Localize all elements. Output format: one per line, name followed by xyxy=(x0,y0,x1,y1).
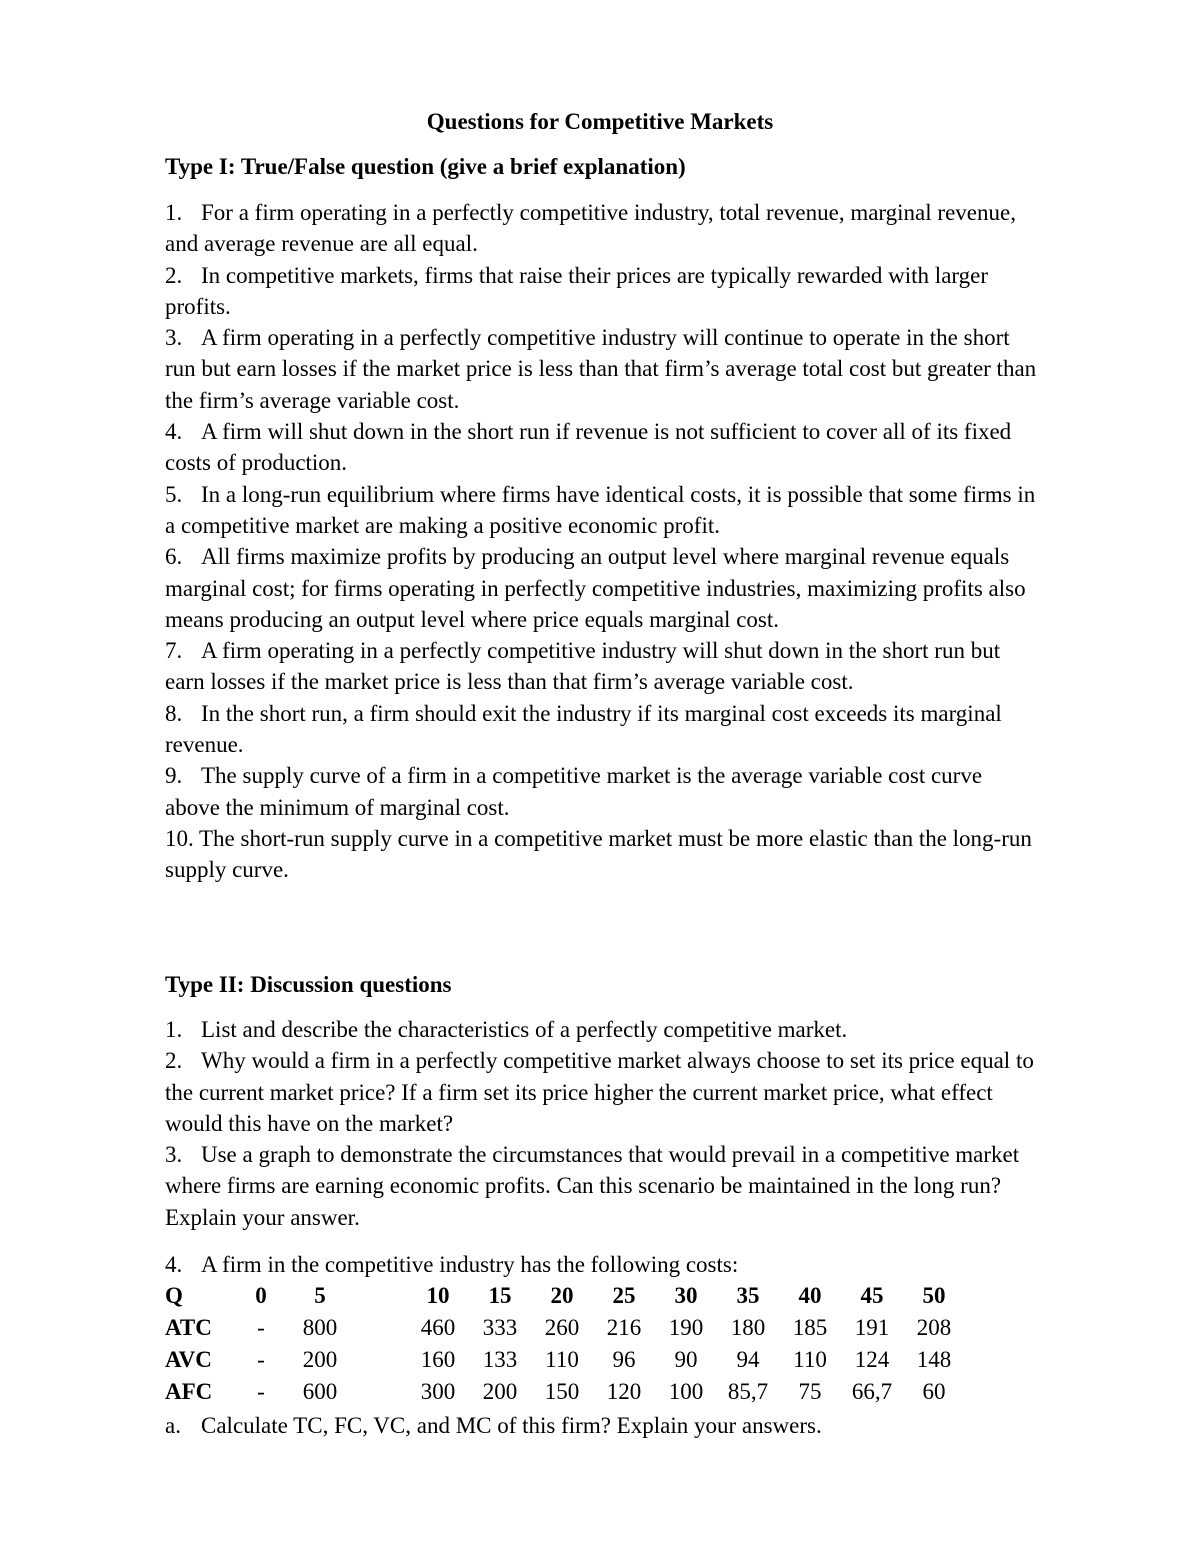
table-cell: 333 xyxy=(482,1315,518,1340)
question-number: 7. xyxy=(165,638,183,664)
question-item xyxy=(165,1045,1040,1139)
question-item xyxy=(165,635,1040,698)
discussion-question-list xyxy=(165,1014,1040,1233)
question-number: 8. xyxy=(165,700,183,726)
table-cell: 460 xyxy=(420,1315,456,1340)
question-text: In a long-run equilibrium where firms have identical costs, it is possible that some firms in a competitive market are making a positive economic profit. xyxy=(165,481,1036,538)
cost-table xyxy=(165,1280,965,1408)
question-number: 4. xyxy=(165,419,183,445)
table-cell: 190 xyxy=(668,1315,704,1340)
table-cell: - xyxy=(257,1347,265,1372)
question-item xyxy=(165,479,1040,542)
question-item xyxy=(165,823,1040,886)
question-text: Use a graph to demonstrate the circumstances that would prevail in a competitive market where firms are earning economic profits. Can this scenario be maintained in the long run? Explain your answer. xyxy=(165,1142,1020,1230)
question-text: A firm will shut down in the short run if revenue is not sufficient to cover all of its fixed costs of production. xyxy=(165,419,1012,476)
question-number: 5. xyxy=(165,481,183,507)
table-cell: 191 xyxy=(854,1315,890,1340)
table-header-cell: 35 xyxy=(736,1283,760,1308)
table-header-cell: 25 xyxy=(612,1283,636,1308)
question-text: In the short run, a firm should exit the industry if its marginal cost exceeds its marginal revenue. xyxy=(165,700,1002,758)
question-text: For a firm operating in a perfectly competitive industry, total revenue, marginal revenue, and average revenue are all equal. xyxy=(165,200,1016,257)
table-header-cell: 45 xyxy=(860,1283,884,1308)
question-number: 3. xyxy=(165,325,183,351)
table-cell: 185 xyxy=(792,1315,828,1340)
question-text: A firm operating in a perfectly competitive industry will continue to operate in the short run but earn losses if the market price is less than that firm’s average total cost but greater than the firm’s average variable cost. xyxy=(165,325,1037,413)
question-number: 9. xyxy=(165,763,183,789)
table-header-cell: 5 xyxy=(314,1283,326,1308)
true-false-question-list xyxy=(165,197,1040,886)
question-text: The short-run supply curve in a competitive market must be more elastic than the long-run supply curve. xyxy=(165,825,1032,883)
table-row xyxy=(165,1376,965,1408)
table-row-label: AVC xyxy=(165,1347,212,1372)
question-text: In competitive markets, firms that raise their prices are typically rewarded with larger profits. xyxy=(165,262,989,319)
question-text: A firm in the competitive industry has the following costs: xyxy=(201,1252,739,1277)
table-row-label: ATC xyxy=(165,1315,212,1340)
table-row xyxy=(165,1312,965,1344)
question-text: List and describe the characteristics of a perfectly competitive market. xyxy=(201,1017,848,1042)
question-text: All firms maximize profits by producing an output level where marginal revenue equals marginal cost; for firms operating in perfectly competitive industries, maximizing profits also means producing an output level where price equals marginal cost. xyxy=(165,544,1026,632)
table-header-cell: 15 xyxy=(488,1283,512,1308)
table-cell: 90 xyxy=(674,1347,698,1372)
table-header-cell: 0 xyxy=(255,1283,267,1308)
question-number: 6. xyxy=(165,544,183,570)
table-cell: - xyxy=(257,1379,265,1404)
table-header-cell: 30 xyxy=(674,1283,698,1308)
question-item xyxy=(165,1014,1040,1045)
table-cell: 124 xyxy=(854,1347,890,1372)
table-cell: 260 xyxy=(544,1315,580,1340)
table-cell: 133 xyxy=(482,1347,518,1372)
question-item xyxy=(165,1139,1040,1233)
question-text: The supply curve of a firm in a competitive market is the average variable cost curve above the minimum of marginal cost. xyxy=(165,763,983,820)
table-spacer-cell xyxy=(353,1312,407,1344)
table-cell: 120 xyxy=(606,1379,642,1404)
question-item xyxy=(165,322,1040,416)
question-number: 2. xyxy=(165,1048,183,1074)
table-row xyxy=(165,1344,965,1376)
table-cell: 300 xyxy=(420,1379,456,1404)
sub-question-label: a. xyxy=(165,1413,181,1438)
question-number: 2. xyxy=(165,262,183,288)
table-cell: 200 xyxy=(482,1379,518,1404)
table-spacer-cell xyxy=(353,1280,407,1312)
table-cell: 100 xyxy=(668,1379,704,1404)
table-cell: 180 xyxy=(730,1315,766,1340)
table-cell: 800 xyxy=(302,1315,338,1340)
question-item xyxy=(165,698,1040,761)
table-header-row xyxy=(165,1280,965,1312)
table-header-cell: 40 xyxy=(798,1283,822,1308)
table-cell: 94 xyxy=(736,1347,760,1372)
table-cell: 160 xyxy=(420,1347,456,1372)
sub-question-text: Calculate TC, FC, VC, and MC of this firm? Explain your answers. xyxy=(201,1413,822,1438)
question-number: 10. xyxy=(165,825,194,851)
table-cell: 85,7 xyxy=(727,1379,769,1404)
table-cell: 60 xyxy=(922,1379,946,1404)
table-header-cell: Q xyxy=(165,1283,183,1308)
table-spacer-cell xyxy=(353,1344,407,1376)
table-cell: 600 xyxy=(302,1379,338,1404)
sub-question xyxy=(165,1410,822,1441)
question-item xyxy=(165,416,1040,479)
table-cell: 110 xyxy=(545,1347,579,1372)
question-item xyxy=(165,197,1040,260)
table-header-cell: 10 xyxy=(426,1283,450,1308)
table-cell: 148 xyxy=(916,1347,952,1372)
question-number: 3. xyxy=(165,1142,183,1168)
table-row-label: AFC xyxy=(165,1379,213,1404)
question-text: Why would a firm in a perfectly competitive market always choose to set its price equal to the current market price? If a firm set its price higher the current market price, what effect would this have on the market? xyxy=(165,1048,1034,1136)
discussion-question-4 xyxy=(165,1249,1040,1280)
table-cell: 110 xyxy=(793,1347,827,1372)
table-cell: 200 xyxy=(302,1347,338,1372)
question-number: 1. xyxy=(165,200,183,225)
table-header-cell: 50 xyxy=(922,1283,946,1308)
table-spacer-cell xyxy=(353,1376,407,1408)
question-text: A firm operating in a perfectly competitive industry will shut down in the short run but earn losses if the market price is less than that firm’s average variable cost. xyxy=(165,638,1001,695)
table-header-cell: 20 xyxy=(550,1283,574,1308)
question-number: 4. xyxy=(165,1252,183,1277)
question-item xyxy=(165,1249,1040,1280)
table-cell: - xyxy=(257,1315,265,1340)
section-heading-true-false: Type I: True/False question (give a brief explanation) xyxy=(165,154,686,179)
table-cell: 208 xyxy=(916,1315,952,1340)
table-cell: 150 xyxy=(544,1379,580,1404)
table-cell: 66,7 xyxy=(851,1379,893,1404)
question-number: 1. xyxy=(165,1017,183,1042)
table-cell: 96 xyxy=(612,1347,636,1372)
section-heading-discussion: Type II: Discussion questions xyxy=(165,972,452,997)
question-item xyxy=(165,760,1040,823)
table-cell: 216 xyxy=(606,1315,642,1340)
question-item xyxy=(165,260,1040,323)
question-item xyxy=(165,541,1040,635)
page-title: Questions for Competitive Markets xyxy=(426,109,774,134)
table-cell: 75 xyxy=(798,1379,822,1404)
